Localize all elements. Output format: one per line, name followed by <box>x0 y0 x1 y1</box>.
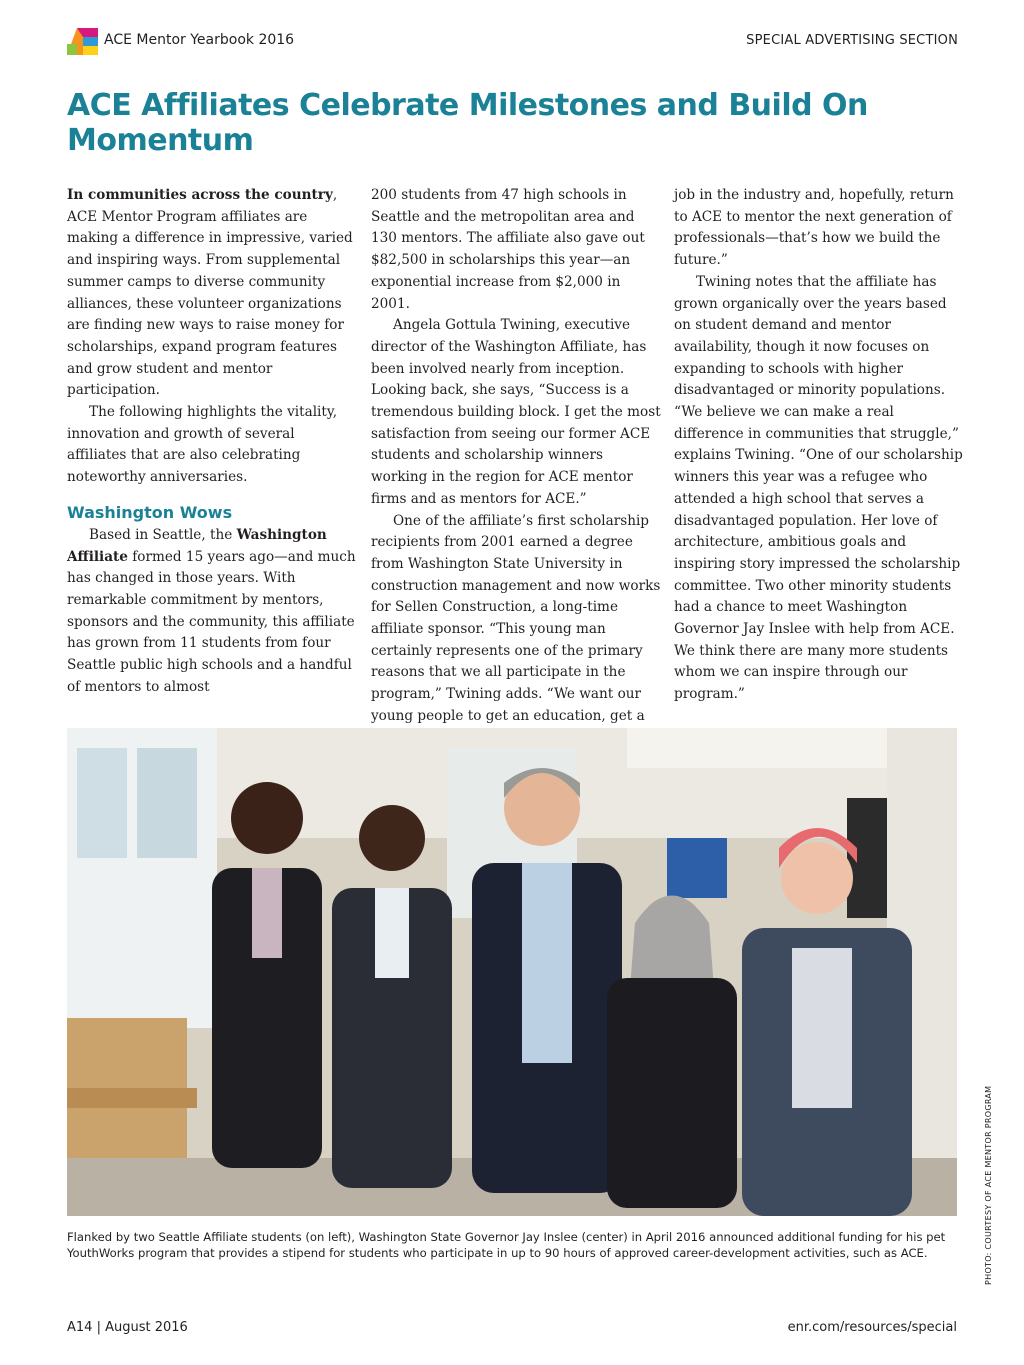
group-photo <box>67 728 957 1216</box>
photo-credit: PHOTO: COURTESY OF ACE MENTOR PROGRAM <box>984 1085 993 1285</box>
footer-url: enr.com/resources/special <box>787 1320 957 1335</box>
body-paragraph <box>67 525 357 699</box>
ace-logo-icon <box>67 24 98 55</box>
body-paragraph: Twining notes that the affiliate has grown organically over the years based on student demand and mentor availability, though it now focuses on expanding to schools with higher disadvantaged or minority populations. “We believe we can make a real difference in communities that struggle,” explains Twining. “One of our scholarship winners this year was a refugee who attended a high school that serves a disadvantaged population. Her love of architecture, ambitious goals and inspiring story impressed the scholarship committee. Two other minority students had a chance to meet Washington Governor Jay Inslee with help from ACE. We think there are many more students whom we can inspire through our program.” <box>674 273 963 703</box>
section-subhead: Washington Wows <box>67 502 233 522</box>
publication-name: ACE Mentor Yearbook 2016 <box>104 32 295 48</box>
intro-lead: In communities across the country <box>67 187 333 203</box>
body-paragraph: Angela Gottula Twining, executive director of the Washington Affiliate, has been involved nearly from inception. Looking back, she says, “Success is a tremendous building block. I get the most satisfaction from seeing our former ACE students and scholarship winners working in the region for ACE mentor firms and as mentors for ACE.” <box>371 317 661 507</box>
section-label: SPECIAL ADVERTISING SECTION <box>746 33 958 48</box>
photo-caption: Flanked by two Seattle Affiliate students (on left), Washington State Governor Jay Inslee (center) in April 2016 announced additional funding for his pet YouthWorks program that provides a stipend for students who participate in up to 90 hours of approved career-development activities, such as ACE. <box>67 1230 946 1261</box>
intro-text: , ACE Mentor Program affiliates are making a difference in impressive, varied and inspiring ways. From supplemental summer camps to diverse community alliances, these volunteer organizations are finding new ways to raise money for scholarships, expand program features and grow student and mentor participation. <box>67 187 353 399</box>
affiliate-name: Washington Affiliate <box>67 526 327 565</box>
text-column-3 <box>674 185 964 706</box>
body-paragraph: One of the affiliate’s first scholarship recipients from 2001 earned a degree from Washington State University in construction management and now works for Sellen Construction, a long-time affiliate sponsor. “This young man certainly represents one of the primary reasons that we all participate in the program,” Twining adds. “We want our young people to get an education, get a <box>371 512 661 724</box>
intro-paragraph <box>67 185 357 402</box>
text-column-2 <box>371 185 661 728</box>
page-header <box>67 24 958 56</box>
photo-illustration <box>67 728 957 1216</box>
body-paragraph-continued: 200 students from 47 high schools in Seattle and the metropolitan area and 130 mentors. The affiliate also gave out $82,500 in scholarships this year—an exponential increase from $2,000 in 2001. <box>371 187 645 312</box>
text-column-1 <box>67 185 357 698</box>
page-folio: A14 | August 2016 <box>67 1320 188 1335</box>
body-paragraph-continued: job in the industry and, hopefully, return to ACE to mentor the next generation of professionals—that’s how we build the future.” <box>674 187 954 269</box>
article-title: ACE Affiliates Celebrate Milestones and Build On Momentum <box>67 88 868 158</box>
body-text: formed 15 years ago—and much has changed in those years. With remarkable commitment by mentors, sponsors and the community, this affiliate has grown from 11 students from four Seattle public high schools and a handful of mentors to almost <box>67 548 356 695</box>
body-text: Based in Seattle, the <box>89 526 237 543</box>
body-paragraph: The following highlights the vitality, innovation and growth of several affiliates that are also celebrating noteworthy anniversaries. <box>67 404 338 486</box>
